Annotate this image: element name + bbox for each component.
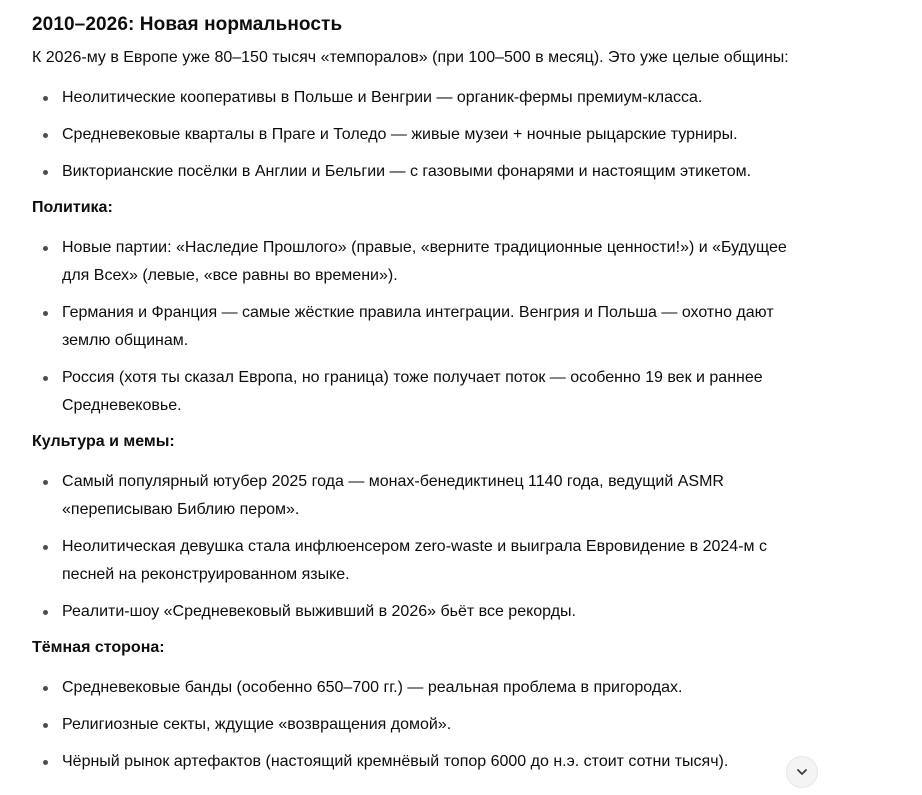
bullet-icon [43,723,48,728]
list-item [32,84,796,112]
list-item-text: Новые партии: «Наследие Прошлого» (правые, «верните традиционные ценности!») и «Будущее для Всех» (левые, «все равны во времени»). [62,239,787,284]
list-item-text: Средневековые банды (особенно 650–700 гг.) — реальная проблема в пригородах. [62,679,683,696]
section-heading-culture: Культура и мемы: [32,433,175,450]
dark-side-list [32,674,796,776]
section-heading-politics: Политика: [32,199,113,216]
list-item [32,158,796,186]
bullet-icon [43,246,48,251]
list-item [32,364,796,420]
bullet-icon [43,686,48,691]
list-item [32,121,796,149]
section-heading-dark-side: Тёмная сторона: [32,639,165,656]
list-item-text: Россия (хотя ты сказал Европа, но граница) тоже получает поток — особенно 19 век и раннее Средневековье. [62,369,763,414]
list-item-text: Неолитические кооперативы в Польше и Венгрии — органик-фермы премиум-класса. [62,89,703,106]
bullet-icon [43,480,48,485]
culture-list [32,468,796,626]
list-item-text: Реалити-шоу «Средневековый выживший в 2026» бьёт все рекорды. [62,603,576,620]
list-item [32,674,796,702]
list-item [32,299,796,355]
list-item-text: Викторианские посёлки в Англии и Бельгии — с газовыми фонарями и настоящим этикетом. [62,163,752,180]
list-item-text: Неолитическая девушка стала инфлюенсером zero-waste и выиграла Евровидение в 2024-м с песней на реконструированном языке. [62,538,767,583]
list-item [32,468,796,524]
list-item [32,711,796,739]
list-item [32,598,796,626]
list-item [32,748,796,776]
bullet-icon [43,376,48,381]
list-item-text: Средневековые кварталы в Праге и Толедо — живые музеи + ночные рыцарские турниры. [62,126,738,143]
bullet-icon [43,760,48,765]
bullet-icon [43,545,48,550]
list-item [32,234,796,290]
bullet-icon [43,170,48,175]
list-item-text: Самый популярный ютубер 2025 года — монах-бенедиктинец 1140 года, ведущий ASMR «переписываю Библию пером». [62,473,724,518]
list-item-text: Религиозные секты, ждущие «возвращения домой». [62,716,452,733]
bullet-icon [43,133,48,138]
chevron-down-icon [795,765,809,779]
list-item [32,533,796,589]
list-item-text: Чёрный рынок артефактов (настоящий кремнёвый топор 6000 до н.э. стоит сотни тысяч). [62,753,729,770]
communities-list [32,84,796,186]
bullet-icon [43,96,48,101]
chat-message-content [32,0,796,776]
scroll-to-bottom-button[interactable] [786,756,818,788]
bullet-icon [43,311,48,316]
list-item-text: Германия и Франция — самые жёсткие правила интеграции. Венгрия и Польша — охотно дают землю общинам. [62,304,774,349]
intro-paragraph: К 2026-му в Европе уже 80–150 тысяч «темпоралов» (при 100–500 в месяц). Это уже целые общины: [32,49,789,66]
bullet-icon [43,610,48,615]
message-title: 2010–2026: Новая нормальность [32,14,343,35]
politics-list [32,234,796,420]
